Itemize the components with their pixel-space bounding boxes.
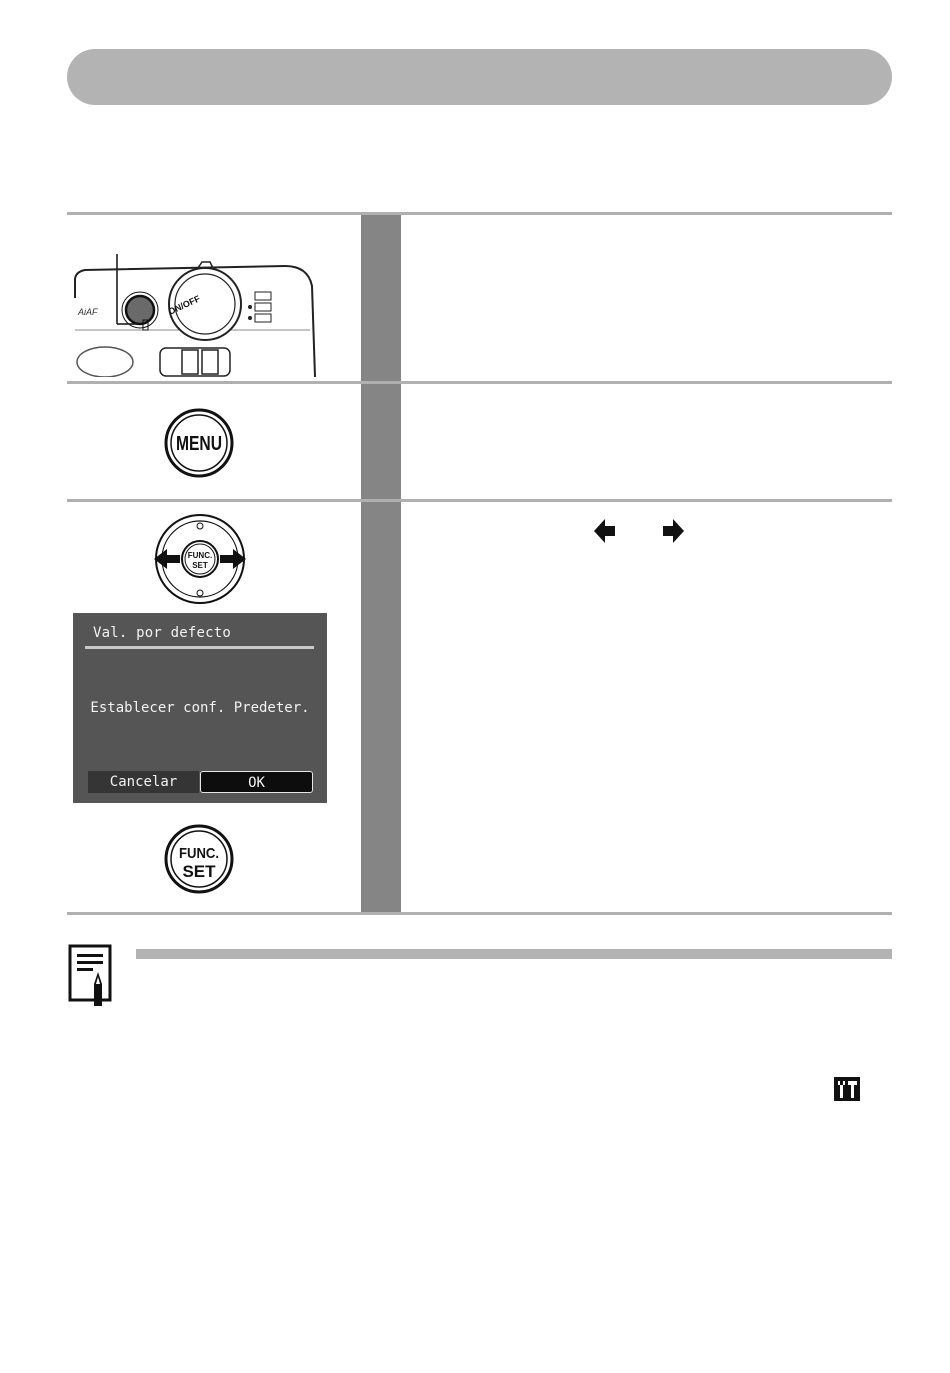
- svg-text:SET: SET: [192, 561, 208, 570]
- ok-button[interactable]: OK: [200, 771, 313, 793]
- menu-button-icon: [163, 407, 235, 479]
- svg-text:SET: SET: [182, 862, 216, 881]
- lcd-message: Establecer conf. Predeter.: [90, 700, 310, 716]
- camera-top-illustration: [70, 240, 320, 377]
- table-rule-bottom: [67, 912, 892, 915]
- af-mark-label: AiAF: [78, 307, 98, 317]
- right-arrow-icon: [662, 519, 684, 543]
- power-button-label: ON/OFF: [166, 293, 202, 317]
- step-3-bar: [361, 502, 401, 912]
- control-dial-icon: [152, 513, 248, 605]
- step-2-bar: [361, 384, 401, 499]
- title-bar: [67, 49, 892, 105]
- table-rule-top: [67, 212, 892, 215]
- svg-text:FUNC.: FUNC.: [187, 551, 213, 560]
- func-set-button-icon: [163, 823, 235, 895]
- lcd-divider: [85, 646, 314, 649]
- lcd-title: Val. por defecto: [93, 625, 232, 641]
- menu-button-label: MENU: [176, 433, 222, 455]
- cancel-button[interactable]: Cancelar: [88, 771, 199, 793]
- step-1-bar: [361, 215, 401, 381]
- wrench-hammer-icon: [834, 1077, 860, 1101]
- table-rule-1: [67, 381, 892, 384]
- table-rule-2: [67, 499, 892, 502]
- note-header-bar: [136, 949, 892, 959]
- left-arrow-icon: [594, 519, 616, 543]
- lcd-screen: [73, 613, 327, 803]
- svg-text:FUNC.: FUNC.: [179, 845, 219, 862]
- memo-pencil-icon: [68, 944, 116, 1008]
